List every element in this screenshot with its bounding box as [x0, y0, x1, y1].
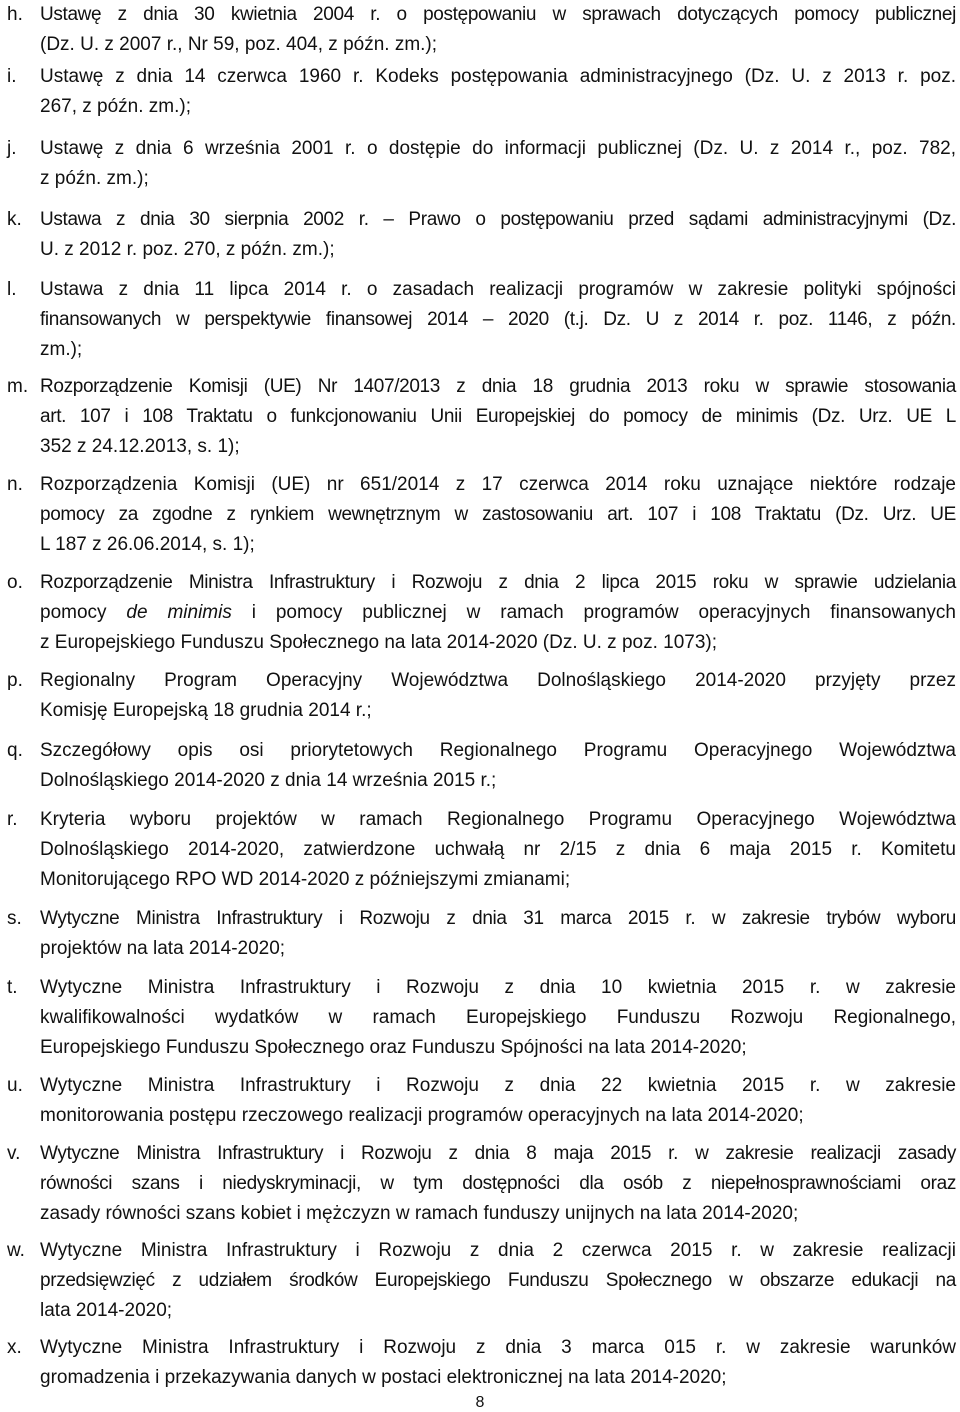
list-item-text [40, 134, 956, 194]
de-minimis-emphasis: de minimis [126, 602, 232, 623]
list-item-line: Ustawę z dnia 6 września 2001 r. o dostępie do informacji publicznej (Dz. U. z 2014 r., poz. 782, [40, 138, 956, 159]
list-item-text [40, 568, 956, 658]
list-item-letter: u. [7, 1075, 23, 1096]
list-item-letter: x. [7, 1337, 22, 1358]
list-item-line: U. z 2012 r. poz. 270, z późn. zm.); [40, 239, 335, 260]
list-item-line: Ustawę z dnia 30 kwietnia 2004 r. o postępowaniu w sprawach dotyczących pomocy publicznej [40, 4, 956, 25]
list-item-line: Dolnośląskiego 2014-2020, zatwierdzone uchwałą nr 2/15 z dnia 6 maja 2015 r. Komitetu [40, 839, 956, 860]
list-item-line: Kryteria wyboru projektów w ramach Regionalnego Programu Operacyjnego Województwa [40, 809, 956, 830]
list-item-line: z Europejskiego Funduszu Społecznego na lata 2014-2020 (Dz. U. z poz. 1073); [40, 632, 718, 653]
list-item-letter: r. [7, 809, 18, 830]
list-item-text [40, 275, 956, 365]
list-item-line: 267, z późn. zm.); [40, 96, 192, 117]
list-item-line: Wytyczne Ministra Infrastruktury i Rozwoju z dnia 10 kwietnia 2015 r. w zakresie [40, 977, 956, 998]
list-item-line: Monitorującego RPO WD 2014-2020 z późniejszymi zmianami; [40, 869, 571, 890]
list-item-line: Wytyczne Ministra Infrastruktury i Rozwoju z dnia 22 kwietnia 2015 r. w zakresie [40, 1075, 956, 1096]
list-item-line-part: i pomocy publicznej w ramach programów operacyjnych finansowanych [231, 602, 956, 623]
list-item-line: Ustawa z dnia 11 lipca 2014 r. o zasadach realizacji programów w zakresie polityki spójności [40, 279, 956, 300]
list-item-letter: j. [7, 138, 17, 159]
list-item-line: przedsięwzięć z udziałem środków Europejskiego Funduszu Społecznego w obszarze edukacji na [40, 1270, 956, 1291]
list-item-text [40, 904, 956, 964]
list-item-letter: q. [7, 740, 23, 761]
list-item-text [40, 372, 956, 462]
list-item-letter: o. [7, 572, 23, 593]
list-item-letter: i. [7, 66, 17, 87]
list-item-text [40, 1139, 956, 1229]
list-item-line: z późn. zm.); [40, 168, 149, 189]
list-item-line-part: pomocy [40, 602, 127, 623]
list-item-line: art. 107 i 108 Traktatu o funkcjonowaniu Unii Europejskiej do pomocy de minimis (Dz. Urz. UE L [40, 406, 956, 427]
list-item-line: zm.); [40, 339, 83, 360]
list-item-line: Komisję Europejską 18 grudnia 2014 r.; [40, 700, 372, 721]
list-item-line: Rozporządzenie Komisji (UE) Nr 1407/2013 z dnia 18 grudnia 2013 roku w sprawie stosowania [40, 376, 956, 397]
list-item-line: Wytyczne Ministra Infrastruktury i Rozwoju z dnia 8 maja 2015 r. w zakresie realizacji zasady [40, 1143, 956, 1164]
list-item-text [40, 736, 956, 796]
list-item-letter: p. [7, 670, 23, 691]
list-item-line: Rozporządzenia Komisji (UE) nr 651/2014 z 17 czerwca 2014 roku uznające niektóre rodzaje [40, 474, 956, 495]
list-item-line: Europejskiego Funduszu Społecznego oraz Funduszu Spójności na lata 2014-2020; [40, 1037, 747, 1058]
page-number: 8 [475, 1394, 485, 1411]
list-item-text [40, 62, 956, 122]
list-item-line: pomocy za zgodne z rynkiem wewnętrznym w zastosowaniu art. 107 i 108 Traktatu (Dz. Urz. UE [40, 504, 956, 525]
list-item-text [40, 205, 956, 265]
list-item-line: Ustawę z dnia 14 czerwca 1960 r. Kodeks postępowania administracyjnego (Dz. U. z 2013 r. poz. [40, 66, 956, 87]
list-item-text [40, 973, 956, 1063]
list-item-line: Wytyczne Ministra Infrastruktury i Rozwoju z dnia 3 marca 015 r. w zakresie warunków [40, 1337, 956, 1358]
list-item-text [40, 1071, 956, 1131]
list-item-line: Wytyczne Ministra Infrastruktury i Rozwoju z dnia 31 marca 2015 r. w zakresie trybów wyboru [40, 908, 956, 929]
list-item-line: zasady równości szans kobiet i mężczyzn w ramach funduszy unijnych na lata 2014-2020; [40, 1203, 799, 1224]
list-item-letter: k. [7, 209, 22, 230]
list-item-line: finansowanych w perspektywie finansowej 2014 – 2020 (t.j. Dz. U z 2014 r. poz. 1146, z późn. [40, 309, 956, 330]
list-item-line: równości szans i niedyskryminacji, w tym dostępności dla osób z niepełnosprawnościami oraz [40, 1173, 956, 1194]
list-item-text [40, 666, 956, 726]
list-item-line: kwalifikowalności wydatków w ramach Europejskiego Funduszu Rozwoju Regionalnego, [40, 1007, 956, 1028]
list-item-text [40, 1236, 956, 1326]
list-item-line: Rozporządzenie Ministra Infrastruktury i Rozwoju z dnia 2 lipca 2015 roku w sprawie udzielania [40, 572, 956, 593]
list-item-line: Regionalny Program Operacyjny Województwa Dolnośląskiego 2014-2020 przyjęty przez [40, 670, 956, 691]
list-item-letter: v. [7, 1143, 21, 1164]
list-item-letter: l. [7, 279, 17, 300]
list-item-text [40, 805, 956, 895]
list-item-letter: w. [7, 1240, 25, 1261]
list-item-letter: t. [7, 977, 18, 998]
list-item-line: Szczegółowy opis osi priorytetowych Regionalnego Programu Operacyjnego Województwa [40, 740, 956, 761]
list-item-line: Ustawa z dnia 30 sierpnia 2002 r. – Prawo o postępowaniu przed sądami administracyjnymi (Dz. [40, 209, 956, 230]
list-item-text [40, 0, 956, 60]
list-item-line: Wytyczne Ministra Infrastruktury i Rozwoju z dnia 2 czerwca 2015 r. w zakresie realizacji [40, 1240, 956, 1261]
list-item-line: gromadzenia i przekazywania danych w postaci elektronicznej na lata 2014-2020; [40, 1367, 727, 1388]
list-item-line: Dolnośląskiego 2014-2020 z dnia 14 września 2015 r.; [40, 770, 497, 791]
list-item-letter: s. [7, 908, 22, 929]
list-item-letter: n. [7, 474, 23, 495]
list-item-line: (Dz. U. z 2007 r., Nr 59, poz. 404, z późn. zm.); [40, 34, 438, 55]
list-item-letter: m. [7, 376, 29, 397]
list-item-line: monitorowania postępu rzeczowego realizacji programów operacyjnych na lata 2014-2020; [40, 1105, 804, 1126]
list-item-letter: h. [7, 4, 23, 25]
list-item-line [40, 598, 956, 628]
list-item-line: projektów na lata 2014-2020; [40, 938, 286, 959]
list-item-line: lata 2014-2020; [40, 1300, 173, 1321]
list-item-text [40, 1333, 956, 1393]
list-item-text [40, 470, 956, 560]
list-item-line: L 187 z 26.06.2014, s. 1); [40, 534, 255, 555]
list-item-line: 352 z 24.12.2013, s. 1); [40, 436, 240, 457]
